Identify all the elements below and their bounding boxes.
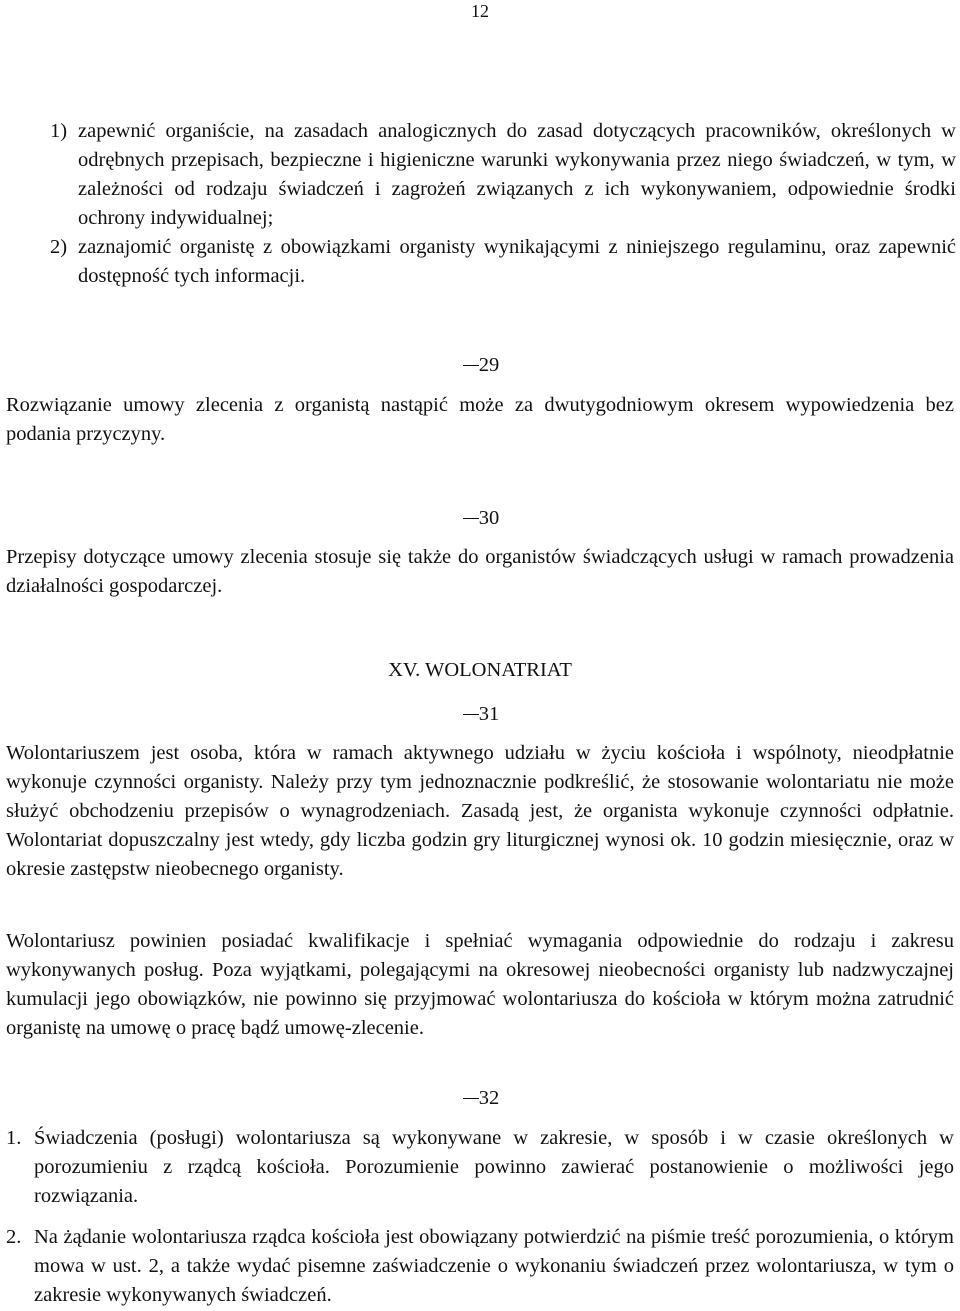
section-31-paragraph-1: [6, 739, 954, 884]
list-item-text: zaznajomić organistę z obowiązkami organisty wynikającymi z niniejszego regulaminu, oraz zapewnić dostępność tych informacji.: [78, 236, 956, 287]
list-item: [6, 1124, 954, 1211]
section-mark: 29: [461, 352, 500, 378]
section-32-heading: [0, 1085, 960, 1111]
list-item-number: 1.: [6, 1127, 22, 1149]
list-item: [50, 117, 956, 233]
section-29-heading: [0, 352, 960, 378]
paragraph: Rozwiązanie umowy zlecenia z organistą nastąpić może za dwutygodniowym okresem wypowiedzenia bez podania przyczyny.: [6, 394, 954, 445]
list-item-number: 2): [50, 236, 68, 258]
section-31-heading: [0, 701, 960, 727]
paragraph: Wolontariuszem jest osoba, która w ramach aktywnego udziału w życiu kościoła i wspólnoty, nieodpłatnie wykonuje czynności organisty. Należy przy tym jednoznacznie podkreślić, że stosowanie wolontariatu nie może służyć obchodzeniu przepisów o wynagrodzeniach. Zasadą jest, że organista wykonuje czynności odpłatnie. Wolontariat dopuszczalny jest wtedy, gdy liczba godzin gry liturgicznej wynosi ok. 10 godzin miesięcznie, oraz w okresie zastępstw nieobecnego organisty.: [6, 742, 954, 880]
paragraph: Przepisy dotyczące umowy zlecenia stosuje się także do organistów świadczących usługi w ramach prowadzenia działalności gospodarczej.: [6, 546, 954, 597]
list-item-number: 2.: [6, 1226, 22, 1248]
section-mark: 31: [461, 701, 500, 727]
paragraph: Wolontariusz powinien posiadać kwalifikacje i spełniać wymagania odpowiednie do rodzaju i zakresu wykonywanych posług. Poza wyjątkami, polegającymi na okresowej nieobecności organisty lub nadzwyczajnej kumulacji jego obowiązków, nie powinno się przyjmować wolontariusza do kościoła w którym można zatrudnić organistę na umowę o pracę bądź umowę-zlecenie.: [6, 930, 954, 1039]
section-32-list: [6, 1124, 954, 1211]
list-item-number: 1): [50, 120, 68, 142]
chapter-heading: XV. WOLONATRIAT: [388, 659, 572, 681]
list-item-text: Na żądanie wolontariusza rządca kościoła jest obowiązany potwierdzić na piśmie treść porozumienia, o którym mowa w ust. 2, a także wydać pisemne zaświadczenie o wykonaniu świadczeń przez wolontariusza, w tym o zakresie wykonywanych świadczeń.: [34, 1226, 954, 1306]
section-30-text: [6, 543, 954, 601]
section-32-list-2: [6, 1223, 954, 1310]
page-number: 12: [471, 1, 489, 21]
section-30-heading: [0, 505, 960, 531]
list-item: [6, 1223, 954, 1310]
section-mark: 30: [461, 505, 500, 531]
list-item-text: Świadczenia (posługi) wolontariusza są wykonywane w zakresie, w sposób i w czasie określonych w porozumieniu z rządcą kościoła. Porozumienie powinno zawierać postanowienie o możliwości jego rozwiązania.: [34, 1127, 954, 1207]
section-29-text: [6, 391, 954, 449]
obligations-list: [50, 117, 956, 291]
section-mark: 32: [461, 1085, 500, 1111]
list-item: [50, 233, 956, 291]
section-31-paragraph-2: [6, 927, 954, 1043]
list-item-text: zapewnić organiście, na zasadach analogicznych do zasad dotyczących pracowników, określonych w odrębnych przepisach, bezpieczne i higieniczne warunki wykonywania przez niego świadczeń, w tym, w zależności od rodzaju świadczeń i zagrożeń związanych z ich wykonywaniem, odpowiednie środki ochrony indywidualnej;: [78, 120, 956, 229]
